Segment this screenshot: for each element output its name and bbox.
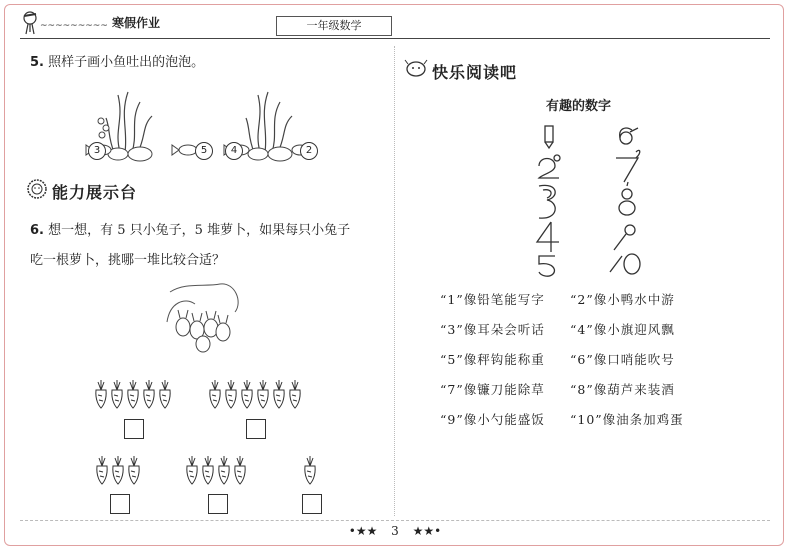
saying-1: “1”像铅笔能写字 (440, 292, 545, 307)
header-logo-icon (18, 8, 118, 36)
page-number: 3 (391, 524, 399, 538)
question-text: 照样子画小鱼吐出的泡泡。 (48, 55, 205, 70)
section-title-reading: 快乐阅读吧 (432, 63, 518, 82)
number-bubble: 2 (300, 142, 318, 160)
duck-icon (539, 155, 560, 178)
carrot-icon (129, 456, 139, 484)
footer-stars-right: ★★• (412, 524, 442, 538)
gourd-icon (619, 182, 635, 215)
carrot-icon (290, 380, 300, 408)
digits-right-illustration (600, 122, 650, 277)
carrot-icon (160, 380, 170, 408)
footer-rule (20, 520, 770, 521)
saying-9: “9”像小勺能盛饭 (440, 412, 545, 427)
svg-text:~~~~~~~~~: ~~~~~~~~~ (40, 21, 108, 31)
saying-6: “6”像口哨能吹号 (570, 352, 675, 367)
lion-mascot-icon (26, 178, 48, 200)
question-5 (30, 52, 204, 74)
answer-box[interactable] (124, 419, 144, 439)
saying-4: “4”像小旗迎风飘 (570, 322, 675, 337)
number-bubble: 4 (225, 142, 243, 160)
cow-mascot-icon (404, 58, 428, 78)
carrot-icon (113, 456, 123, 484)
series-title: 寒假作业 (112, 16, 161, 30)
carrot-icon (97, 456, 107, 484)
rabbits-illustration (165, 282, 245, 357)
digits-left-illustration (525, 122, 575, 277)
number-bubble: 3 (88, 142, 106, 160)
spoon-icon (614, 225, 635, 250)
carrot-icon (242, 380, 252, 408)
question-text-line2: 吃一根萝卜，挑哪一堆比较合适？ (30, 253, 226, 268)
carrot-icon (258, 380, 268, 408)
saying-5: “5”像秤钩能称重 (440, 352, 545, 367)
answer-box[interactable] (110, 494, 130, 514)
answer-box[interactable] (208, 494, 228, 514)
question-text-line1: 想一想，有 5 只小兔子，5 堆萝卜，如果每只小兔子 (48, 223, 351, 238)
carrot-icon (96, 380, 106, 408)
seaweed-right-icon (246, 92, 292, 152)
fish-icon (172, 145, 197, 155)
answer-box[interactable] (302, 494, 322, 514)
header-rule (20, 38, 770, 39)
hook-icon (539, 256, 555, 276)
carrot-icon (144, 380, 154, 408)
fritter-egg-icon (610, 254, 640, 274)
carrot-icon (187, 456, 197, 484)
saying-3: “3”像耳朵会听话 (440, 322, 545, 337)
carrot-icon (112, 380, 122, 408)
saying-7: “7”像镰刀能除草 (440, 382, 545, 397)
question-number: 6. (30, 223, 44, 238)
flag-icon (537, 222, 559, 252)
pencil-icon (545, 126, 553, 148)
sickle-icon (616, 150, 640, 182)
carrot-icon (203, 456, 213, 484)
column-divider (394, 46, 395, 516)
ear-icon (539, 185, 555, 218)
seaweed-left-icon (106, 92, 152, 152)
section-title-ability: 能力展示台 (52, 183, 138, 202)
page-footer (0, 524, 790, 538)
saying-8: “8”像葫芦来装酒 (570, 382, 675, 397)
carrot-icon (235, 456, 245, 484)
number-bubble: 5 (195, 142, 213, 160)
answer-box[interactable] (246, 419, 266, 439)
carrot-piles (0, 372, 390, 512)
carrot-icon (305, 456, 315, 484)
carrot-icon (210, 380, 220, 408)
saying-2: “2”像小鸭水中游 (570, 292, 675, 307)
question-number: 5. (30, 55, 44, 70)
saying-10: “10”像油条加鸡蛋 (570, 412, 684, 427)
carrot-icon (128, 380, 138, 408)
whistle-icon (620, 128, 638, 144)
carrot-icon (226, 380, 236, 408)
reading-subtitle: 有趣的数字 (546, 99, 612, 114)
footer-stars-left: •★★ (348, 524, 378, 538)
question-6 (30, 220, 350, 272)
grade-label: 一年级数学 (276, 16, 392, 36)
carrot-icon (219, 456, 229, 484)
carrot-icon (274, 380, 284, 408)
